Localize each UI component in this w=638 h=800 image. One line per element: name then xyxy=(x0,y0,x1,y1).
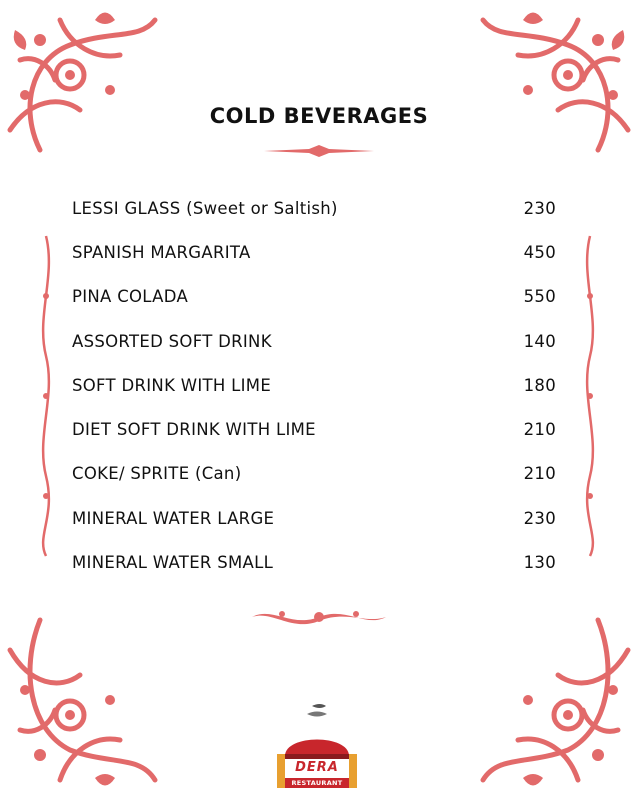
logo-name: DERA xyxy=(295,760,339,775)
item-name: SOFT DRINK WITH LIME xyxy=(72,375,272,395)
menu-list xyxy=(72,186,556,585)
item-name: MINERAL WATER LARGE xyxy=(72,508,275,528)
item-price: 550 xyxy=(523,287,556,307)
bottom-divider xyxy=(252,604,386,630)
corner-ornament-bottom-left xyxy=(0,610,160,800)
item-name: ASSORTED SOFT DRINK xyxy=(72,331,272,351)
menu-item xyxy=(72,275,556,319)
menu-item xyxy=(72,496,556,540)
logo-subtitle: RESTAURANT xyxy=(285,778,349,788)
item-name: DIET SOFT DRINK WITH LIME xyxy=(72,420,316,440)
item-price: 130 xyxy=(523,553,556,573)
menu-item xyxy=(72,363,556,407)
item-price: 210 xyxy=(523,420,556,440)
corner-ornament-top-left xyxy=(0,0,160,160)
item-price: 180 xyxy=(523,375,556,395)
item-price: 450 xyxy=(523,242,556,262)
item-price: 140 xyxy=(523,331,556,351)
menu-item xyxy=(72,186,556,230)
title-divider xyxy=(264,144,374,158)
menu-item xyxy=(72,319,556,363)
item-name: PINA COLADA xyxy=(72,287,189,307)
menu-item xyxy=(72,407,556,451)
item-name: COKE/ SPRITE (Can) xyxy=(72,464,242,484)
item-name: LESSI GLASS (Sweet or Saltish) xyxy=(72,198,338,218)
side-border-left xyxy=(34,236,58,556)
corner-ornament-bottom-right xyxy=(478,610,638,800)
menu-item xyxy=(72,230,556,274)
item-name: MINERAL WATER SMALL xyxy=(72,553,274,573)
item-price: 230 xyxy=(523,508,556,528)
menu-item xyxy=(72,540,556,584)
item-price: 210 xyxy=(523,464,556,484)
corner-ornament-top-right xyxy=(478,0,638,160)
page-title: COLD BEVERAGES xyxy=(209,104,429,128)
side-border-right xyxy=(578,236,602,556)
item-name: SPANISH MARGARITA xyxy=(72,242,251,262)
menu-item xyxy=(72,452,556,496)
restaurant-logo xyxy=(267,698,367,798)
item-price: 230 xyxy=(523,198,556,218)
